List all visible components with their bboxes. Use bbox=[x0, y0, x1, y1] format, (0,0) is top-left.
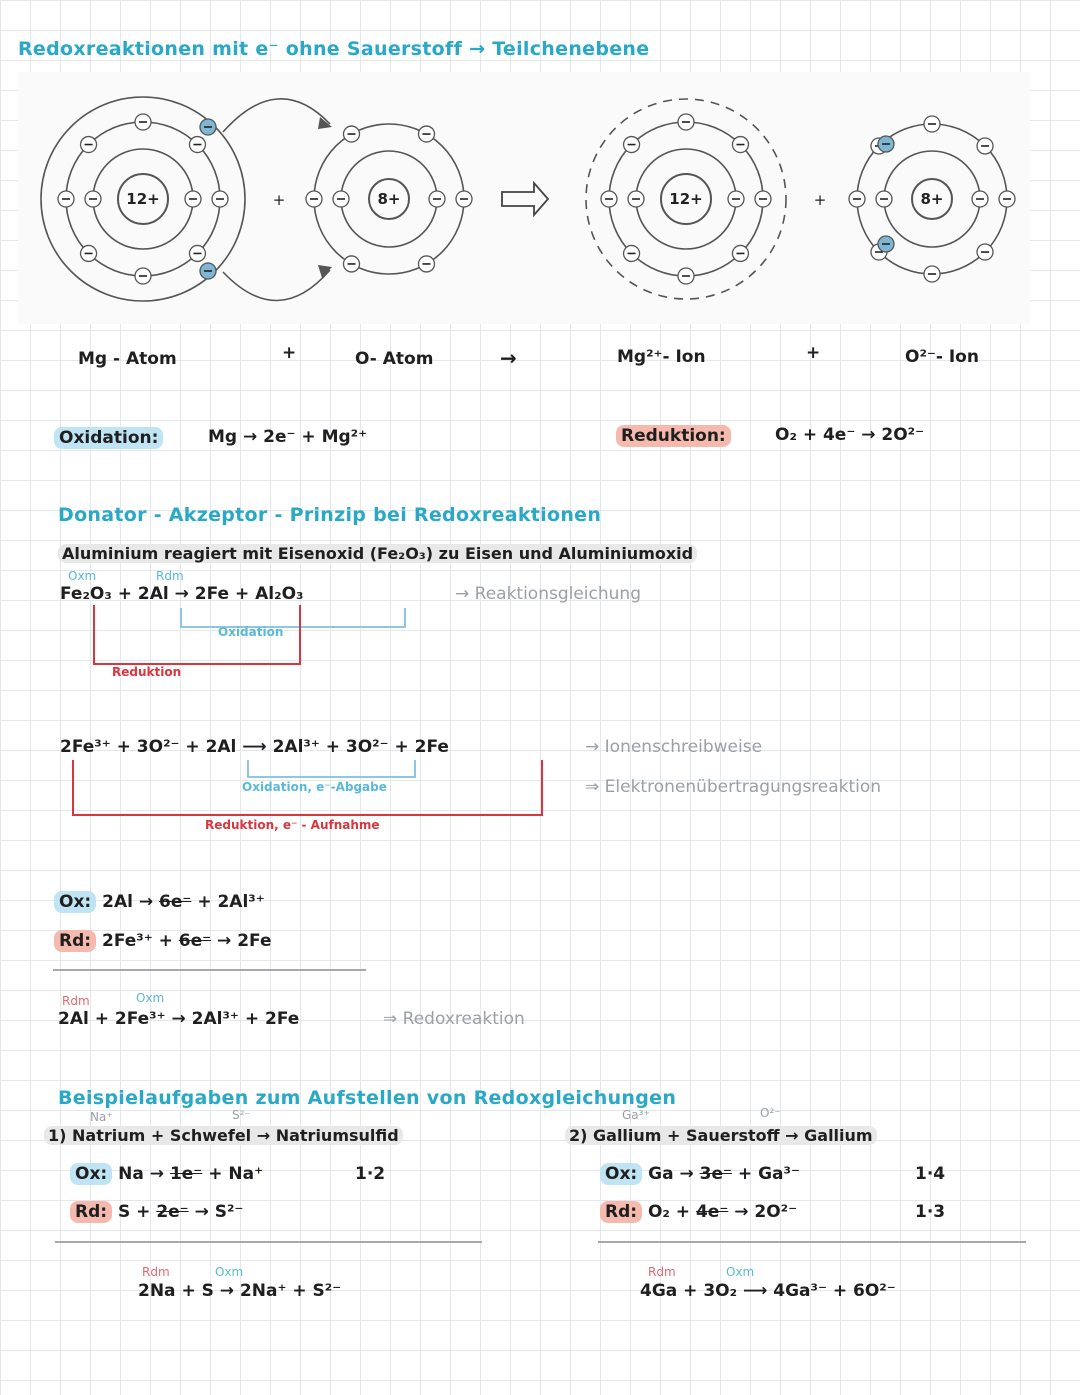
ex1-total: 2Na + S → 2Na⁺ + S²⁻ bbox=[138, 1281, 342, 1301]
section-title-donator: Donator - Akzeptor - Prinzip bei Redoxreaktionen bbox=[58, 504, 602, 526]
transfer-arrow-bottom bbox=[223, 270, 330, 301]
sum-rd-tag: Rd: bbox=[54, 930, 96, 952]
sum-ox-line bbox=[54, 892, 265, 912]
reduktion-equation: O₂ + 4e⁻ → 2O²⁻ bbox=[775, 425, 925, 445]
ex2-rdm: Rdm bbox=[648, 1265, 676, 1279]
ex1-rd-part-c: → S²⁻ bbox=[194, 1202, 244, 1222]
total-redox-equation: 2Al + 2Fe³⁺ → 2Al³⁺ + 2Fe bbox=[58, 1009, 300, 1029]
ex2-ion-ga: Ga³⁺ bbox=[622, 1108, 650, 1122]
ex1-rd-line bbox=[70, 1202, 243, 1222]
label-o-ion: O²⁻- Ion bbox=[905, 347, 979, 367]
oxm-marker-2: Oxm bbox=[136, 991, 165, 1005]
ex2-divider bbox=[598, 1241, 1026, 1243]
ex2-ox-line bbox=[600, 1164, 800, 1184]
ionic-reduktion-bracket bbox=[72, 760, 543, 816]
ex1-ion-s: S²⁻ bbox=[232, 1108, 251, 1122]
reaction-equation: Fe₂O₃ + 2Al → 2Fe + Al₂O₃ bbox=[60, 584, 304, 604]
ex2-rd-part-a: O₂ + bbox=[647, 1202, 691, 1222]
ex1-ox-electrons: 1e⁻ bbox=[169, 1164, 203, 1184]
mg-nucleus-label: 12+ bbox=[126, 190, 160, 208]
ex1-ox-part-c: + Na⁺ bbox=[208, 1164, 264, 1184]
ex1-rdm: Rdm bbox=[142, 1265, 170, 1279]
ex1-ox-factor: 1·2 bbox=[355, 1164, 386, 1184]
ex1-ox-part-a: Na → bbox=[118, 1164, 165, 1184]
ionic-reduktion-label: Reduktion, e⁻ - Aufnahme bbox=[205, 818, 380, 832]
ex2-rd-tag: Rd: bbox=[600, 1201, 642, 1223]
ex2-rd-electrons: 4e⁻ bbox=[695, 1202, 729, 1222]
ex1-divider bbox=[55, 1241, 482, 1243]
ex2-ox-part-c: + Ga³⁻ bbox=[737, 1164, 800, 1184]
ionic-equation: 2Fe³⁺ + 3O²⁻ + 2Al ⟶ 2Al³⁺ + 3O²⁻ + 2Fe bbox=[60, 737, 449, 757]
reaction-arrow bbox=[502, 183, 548, 215]
ex2-rd-part-c: → 2O²⁻ bbox=[734, 1202, 798, 1222]
label-mg-atom: Mg - Atom bbox=[78, 349, 177, 369]
oxm-marker-1: Oxm bbox=[68, 569, 97, 583]
ex2-oxm: Oxm bbox=[726, 1265, 755, 1279]
sum-rd-part-c: → 2Fe bbox=[217, 931, 272, 951]
ionic-oxidation-label: Oxidation, e⁻-Abgabe bbox=[242, 780, 387, 794]
sum-ox-part-a: 2Al → bbox=[102, 892, 154, 912]
ex1-ox-line bbox=[70, 1164, 263, 1184]
sum-ox-electrons: 6e⁻ bbox=[159, 892, 192, 912]
reduktion-bracket-label: Reduktion bbox=[112, 665, 182, 679]
label-plus-2: + bbox=[806, 343, 821, 363]
diagram-plus-1: + bbox=[272, 191, 286, 209]
ex1-rd-electrons: 2e⁻ bbox=[156, 1202, 189, 1222]
ex2-ox-part-a: Ga → bbox=[648, 1164, 694, 1184]
ex1-heading: 1) Natrium + Schwefel → Natriumsulfid bbox=[44, 1126, 403, 1145]
reduktion-bracket bbox=[93, 605, 301, 665]
ex2-ox-tag: Ox: bbox=[600, 1163, 642, 1185]
ex2-ox-factor: 1·4 bbox=[915, 1164, 946, 1184]
o-nucleus-label: 8+ bbox=[377, 190, 401, 208]
section-title-examples: Beispielaufgaben zum Aufstellen von Redoxgleichungen bbox=[58, 1087, 677, 1109]
ex2-rd-line bbox=[600, 1202, 797, 1222]
mg-ion-nucleus-label: 12+ bbox=[669, 190, 703, 208]
diagram-plus-2: + bbox=[813, 191, 827, 209]
o-ion-nucleus-label: 8+ bbox=[920, 190, 944, 208]
donator-statement: Aluminium reagiert mit Eisenoxid (Fe₂O₃) zu Eisen und Aluminiumoxid bbox=[58, 544, 697, 563]
label-arrow: → bbox=[500, 346, 517, 370]
ionic-note-2: ⇒ Elektronenübertragungsreaktion bbox=[585, 777, 882, 797]
ex2-ox-electrons: 3e⁻ bbox=[699, 1164, 732, 1184]
rdm-marker-2: Rdm bbox=[62, 994, 90, 1008]
ex2-rd-factor: 1·3 bbox=[915, 1202, 946, 1222]
ex2-total: 4Ga + 3O₂ ⟶ 4Ga³⁻ + 6O²⁻ bbox=[640, 1281, 896, 1301]
ex1-rd-part-a: S + bbox=[117, 1202, 151, 1222]
label-plus-1: + bbox=[282, 343, 297, 363]
ionic-note-1: → Ionenschreibweise bbox=[585, 737, 763, 757]
page-title: Redoxreaktionen mit e⁻ ohne Sauerstoff → Teilchenebene bbox=[18, 38, 650, 60]
oxidation-equation: Mg → 2e⁻ + Mg²⁺ bbox=[208, 427, 368, 447]
ex1-ion-na: Na⁺ bbox=[90, 1110, 113, 1124]
rdm-marker-1: Rdm bbox=[156, 569, 184, 583]
transfer-arrow-top bbox=[223, 99, 330, 132]
ex2-ion-o: O²⁻ bbox=[760, 1106, 781, 1120]
total-redox-note: ⇒ Redoxreaktion bbox=[383, 1009, 525, 1029]
oxidation-bracket-label: Oxidation bbox=[218, 625, 284, 639]
reaction-equation-note: → Reaktionsgleichung bbox=[455, 584, 641, 604]
atom-diagram-svg bbox=[18, 72, 1030, 324]
ex2-heading: 2) Gallium + Sauerstoff → Gallium bbox=[565, 1126, 877, 1145]
label-o-atom: O- Atom bbox=[355, 349, 434, 369]
label-mg-ion: Mg²⁺- Ion bbox=[617, 347, 706, 367]
sum-rd-part-a: 2Fe³⁺ + bbox=[101, 931, 173, 951]
sum-ox-part-c: + 2Al³⁺ bbox=[197, 892, 265, 912]
ex1-ox-tag: Ox: bbox=[70, 1163, 112, 1185]
sum-rd-line bbox=[54, 931, 272, 951]
sum-divider bbox=[53, 969, 366, 971]
atom-diagram bbox=[18, 72, 1030, 324]
sum-ox-tag: Ox: bbox=[54, 891, 96, 913]
ex1-oxm: Oxm bbox=[215, 1265, 244, 1279]
reduktion-tag: Reduktion: bbox=[616, 425, 731, 447]
sum-rd-electrons: 6e⁻ bbox=[178, 931, 212, 951]
ex1-rd-tag: Rd: bbox=[70, 1201, 112, 1223]
oxidation-tag: Oxidation: bbox=[54, 427, 163, 449]
